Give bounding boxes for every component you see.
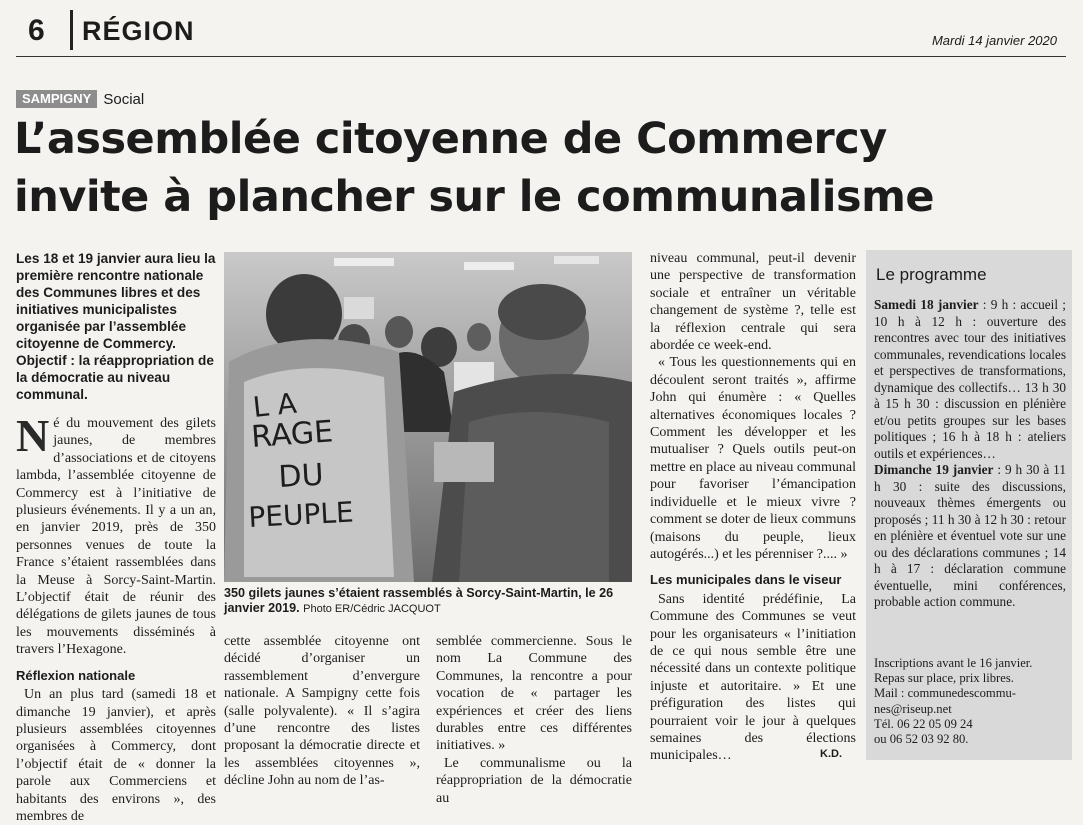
author-signature: K.D. [820, 748, 842, 760]
programme-day-sunday: Dimanche 19 janvier [874, 462, 994, 477]
programme-saturday-text: : 9 h : accueil ; 10 h à 12 h : ouverture des rencontres avec tour des initiatives communales, revendications locales et perspectives de transformations, dynamique des collectifs… 13 h 30 à 15 h 30 : discussion en plénière et/ou petits groupes sur les bases politiques ; 16 h à 18 h : ateliers outils et expériences… [874, 297, 1066, 461]
programme-day-saturday: Samedi 18 janvier [874, 297, 979, 312]
kicker [16, 90, 144, 108]
body-paragraph: é du mouvement des gilets jaunes, de membres d’associations et de citoyens lambda, l’assemblée citoyenne de Commercy est à l’initiative de plusieurs événements. Il y a un an, en janvier 2019, près de 350 personnes venues de toute la France s’étaient rassemblées dans la Meuse à Sorcy-Saint-Martin. L’objectif était de réunir des délégations de gilets jaunes de tous les mouvements disséminés à travers l’Hexagone. [16, 416, 216, 658]
info-line: Repas sur place, prix libres. [874, 671, 1014, 686]
info-line: Mail : communedescommu- [874, 686, 1016, 701]
section-title: RÉGION [82, 16, 195, 46]
kicker-topic: Social [103, 90, 145, 108]
article-column-1 [16, 410, 216, 825]
body-paragraph: « Tous les questionnements qui en découlent seront traités », affirme John qui énumère : « Quelles alternatives économiques locales ? Comment les développer et les mutualiser ? Quels outils peut-on mettre en place au niveau communal pour favoriser l’émancipation individuelle et le mieux vivre ? comment se doter de lieux communs (maisons du peuple, lieux autogérés...) et les pérenniser ?.... » [650, 355, 856, 562]
lead-paragraph: Les 18 et 19 janvier aura lieu la première rencontre nationale des Communes libres et des initiatives municipalistes organisée par l’assemblée citoyenne de Commercy. Objectif : la réappropriation de la démocratie au niveau communal. [16, 251, 216, 402]
subheading: Les municipales dans le viseur [650, 572, 842, 588]
registration-info [874, 656, 1066, 747]
photo-credit: Photo ER/Cédric JACQUOT [303, 603, 441, 615]
body-paragraph: semblée commercienne. Sous le nom La Commune des Communes, la rencontre a pour vocation de « partager les expériences et créer des liens durables entre ces différentes initiatives. » [436, 634, 632, 754]
article-column-3 [436, 633, 632, 807]
article-column-4 [650, 250, 856, 765]
info-line: ou 06 52 03 92 80. [874, 732, 969, 747]
page-number: 6 [28, 14, 45, 47]
info-line: nes@riseup.net [874, 701, 952, 716]
svg-text:PEUPLE: PEUPLE [247, 495, 355, 534]
body-paragraph: niveau communal, peut-il devenir une perspective de transformation sociale et entraîner un véritable changement de système ?, telle est la réflexion centrale qui sera abordée ce week-end. [650, 251, 856, 354]
photo-caption [224, 586, 634, 617]
header-divider [70, 10, 73, 50]
news-photo [224, 252, 632, 582]
drop-cap: N [16, 410, 50, 461]
programme-schedule [874, 297, 1066, 611]
subheading: Réflexion nationale [16, 667, 136, 683]
caption-text: 350 gilets jaunes s’étaient rassemblés à Sorcy-Saint-Martin, le 26 janvier 2019. [224, 586, 614, 615]
header-rule [16, 56, 1066, 57]
svg-text:DU: DU [277, 457, 325, 495]
headline [14, 110, 1074, 226]
svg-text:L A: L A [251, 386, 299, 424]
body-paragraph: Le communalisme ou la réappropriation de la démocratie au [436, 755, 632, 806]
publication-date: Mardi 14 janvier 2020 [931, 33, 1057, 48]
programme-sunday-text: : 9 h 30 à 11 h 30 : suite des discussions, nouveaux thèmes émergents ou proposés ; 11 h 30 à 12 h 30 : retour en plénière et éventuel vote sur une ou des déclarations communes ; 14 h à 17 : déclaration commune éventuelle, mini conférences, probable action commune. [874, 462, 1066, 609]
headline-line-1: L’assemblée citoyenne de Commercy [14, 114, 887, 164]
headline-line-2: invite à plancher sur le communalisme [14, 172, 935, 222]
info-line: Tél. 06 22 05 09 24 [874, 716, 973, 731]
info-line: Inscriptions avant le 16 janvier. [874, 656, 1033, 670]
svg-text:RAGE: RAGE [250, 414, 335, 455]
programme-title: Le programme [876, 265, 987, 284]
kicker-location: SAMPIGNY [16, 90, 97, 108]
article-column-2 [224, 633, 420, 790]
body-paragraph: Un an plus tard (samedi 18 et dimanche 19 janvier), et après plusieurs assemblées citoyennes organisées à Commercy, dont l’objectif était de « donner la parole aux Commerciens et habitants des environs », des membres de [16, 687, 216, 824]
body-paragraph: cette assemblée citoyenne ont décidé d’organiser un rassemblement d’envergure nationale. A Sampigny cette fois (salle polyvalente). « Il s’agira d’une rencontre des listes proposant la démocratie directe et les assemblées citoyennes », décline John au nom de l’as- [224, 634, 420, 789]
body-paragraph: Sans identité prédéfinie, La Commune des Communes se veut pour les organisateurs « l’initiation de ce qui nous semble être une nécessité dans un contexte politique injuste et autoritaire. » Et une préfiguration des listes qui pourraient voir le jour à quelques semaines des élections municipales… [650, 591, 856, 764]
